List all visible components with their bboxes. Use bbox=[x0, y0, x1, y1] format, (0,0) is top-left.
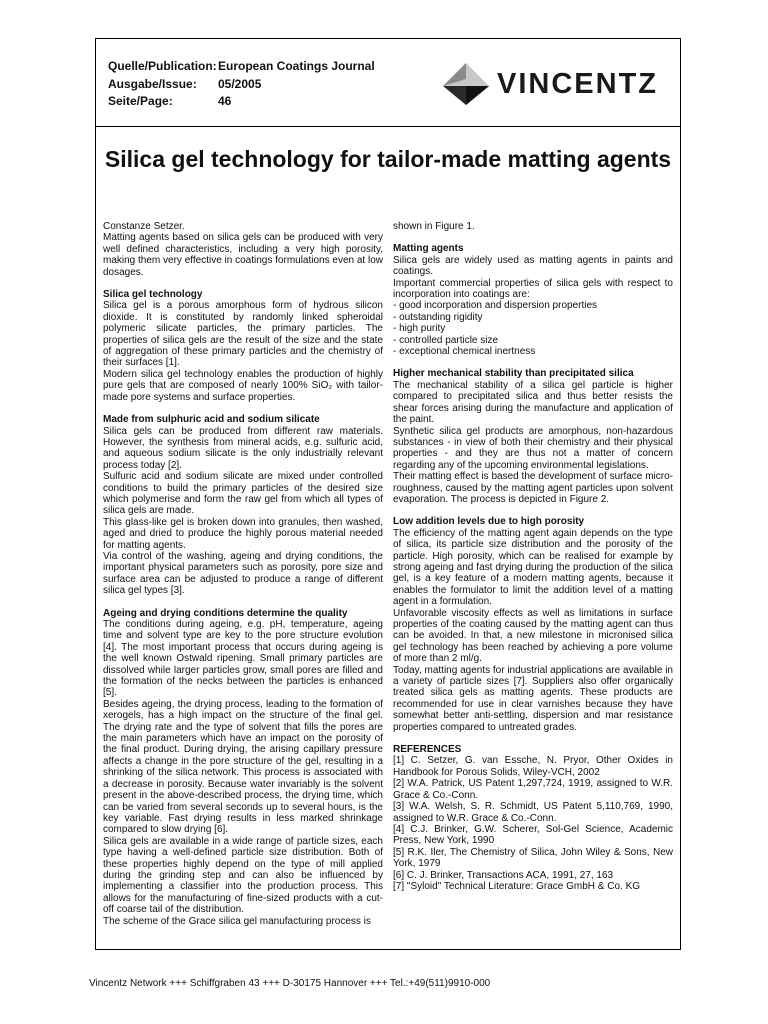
reference-item: [6] C. J. Brinker, Transactions ACA, 1991, 27, 163 bbox=[393, 869, 614, 881]
paragraph: Silica gel is a porous amorphous form of hydrous silicon dioxide. It is constituted by randomly linked spheroidal polymeric silicate particles, the primary particles. The properties of silica gels are the result of the size and the state of aggregation of these primary particles and the chemistry of their surfaces [1]. bbox=[103, 300, 383, 369]
paragraph: Silica gels are available in a wide range of particle sizes, each type having a well-defined particle size distribution. Both of these properties highly depend on the type of mill applied during the grinding step and can also be influenced by implementing a classifier into the production process. This allows for the manufacturing of fine-sized products with a cut-off coarse tail of the distribution. bbox=[103, 835, 383, 916]
list-item: - controlled particle size bbox=[393, 334, 499, 346]
publication-header bbox=[96, 39, 680, 127]
section-heading: Low addition levels due to high porosity bbox=[393, 516, 585, 528]
section-heading: Higher mechanical stability than precipitated silica bbox=[393, 368, 634, 380]
paragraph: This glass-like gel is broken down into granules, then washed, aged and dried to produce the highly porous material needed for matting agents. bbox=[103, 516, 383, 551]
paragraph: The mechanical stability of a silica gel particle is higher compared to precipitated silica and thus better resists the shear forces arising during the manufacture and application of the paint. bbox=[393, 379, 673, 426]
section-heading: Silica gel technology bbox=[103, 289, 203, 301]
section-heading: Ageing and drying conditions determine the quality bbox=[103, 607, 348, 619]
paragraph: The efficiency of the matting agent again depends on the type of silica, its particle size distribution and the porosity of the particle. High porosity, which can be realised for example by strong ageing and fast drying during the production of the silica gel, is a key feature of a modern matting agents, because it enables the formulator to limit the addition level of a matting agent in a formulation. bbox=[393, 527, 673, 608]
paragraph: Today, matting agents for industrial applications are available in a variety of particle sizes [7]. Suppliers also offer organically treated silica gels as matting agents. These products are recommended for use in clear varnishes because they have somewhat better anti-settling, dispersion and mar resistance properties compared to untreated grades. bbox=[393, 664, 673, 733]
list-item: - good incorporation and dispersion properties bbox=[393, 300, 598, 312]
meta-label: Ausgabe/Issue: bbox=[108, 76, 197, 91]
reference-item: [2] W.A. Patrick, US Patent 1,297,724, 1919, assigned to W.R. Grace & Co.-Conn. bbox=[393, 778, 673, 801]
paragraph: Besides ageing, the drying process, leading to the formation of xerogels, has a high impact on the structure of the final gel. The drying rate and the type of solvent that fills the pores are the main parameters which have an impact on the porosity of the final product. During drying, the arising capillary pressure affects a change in the pore structure of the gel, resulting in a shrinking of the silica network. This process is associated with a decrease in porosity. Because water invariably is the solvent present in the above-described process, the drying time, which can be varied from several seconds up to several hours, is the key variable. Fast drying results in less marked shrinkage compared to slow drying [6]. bbox=[103, 698, 383, 836]
meta-row-publication bbox=[108, 58, 375, 76]
meta-value: 46 bbox=[218, 94, 232, 108]
vincentz-logo bbox=[441, 61, 658, 107]
paragraph: Modern silica gel technology enables the production of highly pure gels that are composed of nearly 100% SiO₂ with tailor-made pore systems and surface properties. bbox=[103, 368, 383, 403]
section-heading: Matting agents bbox=[393, 243, 464, 255]
left-column bbox=[103, 221, 383, 927]
paragraph: Silica gels can be produced from different raw materials. However, the synthesis from mineral acids, e.g. sulfuric acid, and aqueous sodium silicate is the only industrially relevant process today [2]. bbox=[103, 425, 383, 471]
paragraph: The conditions during ageing, e.g. pH, temperature, ageing time and solvent type are key to the pore structure evolution [4]. The most important process that occurs during ageing is the well known Ostwald ripening. Small primary particles are dissolved while larger particles grow, small pores are filled and the formation of the necks between the particles is enhanced [5]. bbox=[103, 619, 383, 699]
reference-item: [3] W.A. Welsh, S. R. Schmidt, US Patent 5,110,769, 1990, assigned to W.R. Grace & Co.-Conn. bbox=[393, 801, 673, 824]
paragraph: Unfavorable viscosity effects as well as limitations in surface properties of the coating caused by the matting agent can thus can be avoided. In that, a new milestone in micronised silica gel technology has been reached by achieving a pore volume of more than 2 ml/g. bbox=[393, 607, 673, 665]
paragraph: Sulfuric acid and sodium silicate are mixed under controlled conditions to build the primary particles of the desired size which polymerise and form the raw gel from which all types of silica gels are made. bbox=[103, 471, 383, 517]
list-item: - outstanding rigidity bbox=[393, 311, 483, 323]
list-item: - exceptional chemical inertness bbox=[393, 346, 536, 358]
section-heading: Made from sulphuric acid and sodium silicate bbox=[103, 414, 320, 426]
paragraph: Important commercial properties of silica gels with respect to incorporation into coatings are: bbox=[393, 277, 673, 301]
paragraph: Their matting effect is based the development of surface micro-roughness, caused by the matting agent particles upon solvent evaporation. The process is depicted in Figure 2. bbox=[393, 471, 673, 505]
publication-meta bbox=[108, 58, 375, 111]
paragraph: Synthetic silica gel products are amorphous, non-hazardous substances - in view of both their chemistry and their physical properties - and they are thus not a matter of concern regarding any of the upcoming environmental legislations. bbox=[393, 425, 673, 471]
paragraph: Via control of the washing, ageing and drying conditions, the important physical parameters such as porosity, pore size and surface area can be adjusted to produce a range of different silica gel types [3]. bbox=[103, 550, 383, 597]
list-item: - high purity bbox=[393, 323, 446, 335]
meta-value: 05/2005 bbox=[218, 76, 262, 91]
article-title: Silica gel technology for tailor-made matting agents bbox=[104, 146, 672, 172]
right-column bbox=[393, 221, 673, 892]
vincentz-diamond-icon bbox=[441, 61, 491, 107]
meta-row-issue bbox=[108, 76, 375, 94]
reference-item: [5] R.K. Iler, The Chemistry of Silica, John Wiley & Sons, New York, 1979 bbox=[393, 846, 673, 870]
paragraph: The scheme of the Grace silica gel manufacturing process is bbox=[103, 915, 371, 927]
meta-row-page bbox=[108, 93, 375, 111]
meta-label: Seite/Page: bbox=[108, 94, 173, 108]
intro-paragraph: Matting agents based on silica gels can be produced with very well defined characteristics, including a very high porosity, making them very effective in coatings formulations even at low dosages. bbox=[103, 232, 383, 278]
reference-item: [7] "Syloid" Technical Literature: Grace GmbH & Co. KG bbox=[393, 880, 641, 892]
meta-value: European Coatings Journal bbox=[218, 59, 375, 73]
meta-label: Quelle/Publication: bbox=[108, 59, 217, 73]
references-heading: REFERENCES bbox=[393, 744, 462, 756]
author: Constanze Setzer. bbox=[103, 221, 185, 232]
paragraph: Silica gels are widely used as matting agents in paints and coatings. bbox=[393, 254, 673, 278]
page-footer: Vincentz Network +++ Schiffgraben 43 +++ D-30175 Hannover +++ Tel.:+49(511)9910-000 bbox=[89, 978, 491, 989]
reference-item: [1] C. Setzer, G. van Essche, N. Pryor, Other Oxides in Handbook for Porous Solids, Wiley-VCH, 2002 bbox=[393, 755, 673, 778]
reference-item: [4] C.J. Brinker, G.W. Scherer, Sol-Gel Science, Academic Press, New York, 1990 bbox=[393, 823, 673, 847]
page-frame bbox=[95, 38, 681, 950]
paragraph: shown in Figure 1. bbox=[393, 221, 475, 232]
logo-text: VINCENTZ bbox=[497, 67, 658, 100]
